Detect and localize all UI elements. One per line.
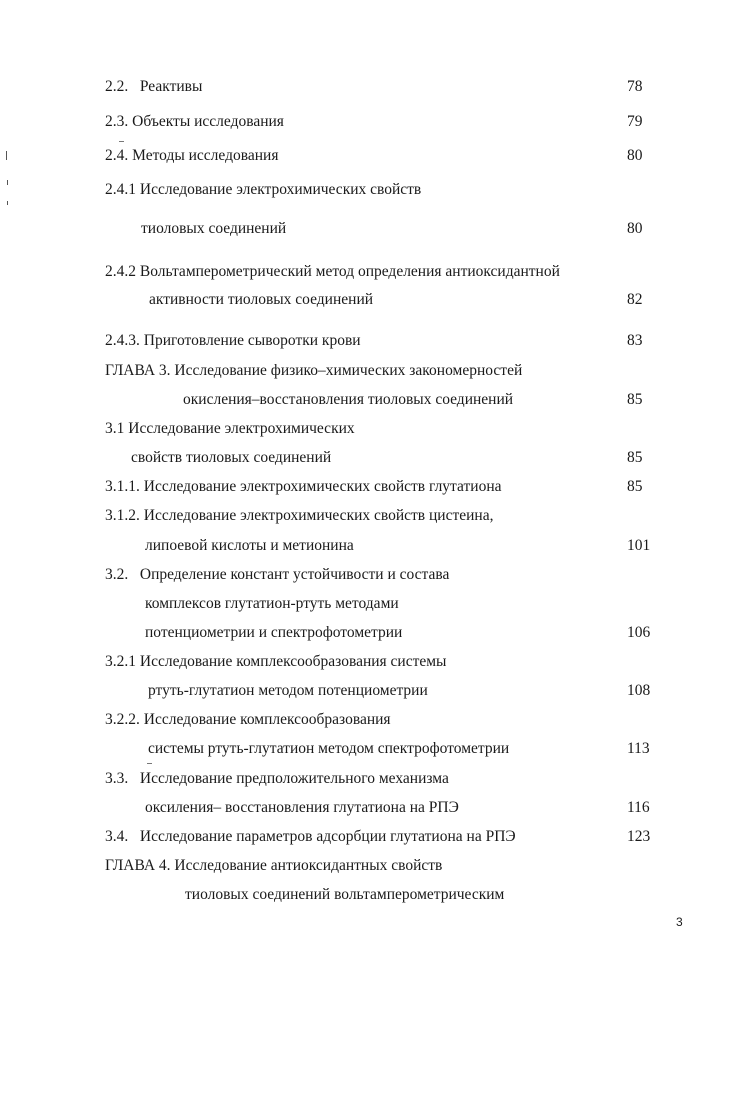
toc-entry-page: 78 (627, 78, 643, 95)
toc-entry-text: оксиления– восстановления глутатиона на РПЭ (145, 799, 459, 816)
scan-artifact (6, 151, 7, 160)
toc-entry-page: 79 (627, 113, 643, 130)
toc-entry-text: ГЛАВА 3. Исследование физико–химических закономерностей (105, 362, 523, 379)
toc-entry-text: 2.4.1 Исследование электрохимических свойств (105, 181, 422, 198)
toc-entry-page: 116 (627, 799, 650, 816)
toc-entry-page: 80 (627, 220, 643, 237)
page-number: 3 (676, 915, 683, 929)
toc-entry-text: свойств тиоловых соединений (131, 449, 332, 466)
scan-artifact (119, 141, 124, 142)
toc-entry-text: 3.1 Исследование электрохимических (105, 420, 355, 437)
toc-entry-text: 3.1.2. Исследование электрохимических свойств цистеина, (105, 507, 494, 524)
toc-entry-text: 3.2.1 Исследование комплексообразования системы (105, 653, 447, 670)
toc-entry-page: 108 (627, 682, 651, 699)
toc-entry-text: окисления–восстановления тиоловых соединений (183, 391, 514, 408)
toc-entry-page: 113 (627, 740, 650, 757)
toc-entry-text: потенциометрии и спектрофотометрии (145, 624, 403, 641)
toc-entry-text: 2.4. Методы исследования (105, 147, 279, 164)
toc-entry-page: 83 (627, 332, 643, 349)
toc-entry-page: 106 (627, 624, 651, 641)
toc-entry-page: 85 (627, 449, 643, 466)
toc-entry-text: ртуть-глутатион методом потенциометрии (148, 682, 428, 699)
toc-entry-text: тиоловых соединений вольтамперометрическим (185, 886, 505, 903)
toc-entry-text: комплексов глутатион-ртуть методами (145, 595, 399, 612)
toc-entry-text: 2.2. Реактивы (105, 78, 203, 95)
toc-entry-text: 2.4.3. Приготовление сыворотки крови (105, 332, 361, 349)
toc-entry-text: ГЛАВА 4. Исследование антиоксидантных свойств (105, 857, 443, 874)
scan-artifact (147, 763, 152, 764)
toc-entry-page: 85 (627, 478, 643, 495)
toc-entry-text: 3.2. Определение констант устойчивости и состава (105, 566, 450, 583)
toc-entry-text: системы ртуть-глутатион методом спектрофотометрии (148, 740, 510, 757)
scan-artifact (7, 201, 8, 205)
toc-entry-page: 85 (627, 391, 643, 408)
toc-entry-page: 123 (627, 828, 651, 845)
scan-artifact (7, 180, 8, 185)
toc-entry-text: 3.2.2. Исследование комплексообразования (105, 711, 391, 728)
toc-entry-text: активности тиоловых соединений (149, 291, 374, 308)
toc-entry-text: 3.4. Исследование параметров адсорбции глутатиона на РПЭ (105, 828, 516, 845)
toc-entry-text: 2.4.2 Вольтамперометрический метод определения антиоксидантной (105, 263, 560, 280)
toc-entry-page: 101 (627, 537, 651, 554)
toc-entry-page: 80 (627, 147, 643, 164)
toc-entry-text: липоевой кислоты и метионина (145, 537, 354, 554)
toc-entry-text: 3.1.1. Исследование электрохимических свойств глутатиона (105, 478, 502, 495)
toc-entry-text: 2.3. Объекты исследования (105, 113, 284, 130)
toc-entry-page: 82 (627, 291, 643, 308)
toc-entry-text: тиоловых соединений (141, 220, 287, 237)
toc-entry-text: 3.3. Исследование предположительного механизма (105, 770, 449, 787)
